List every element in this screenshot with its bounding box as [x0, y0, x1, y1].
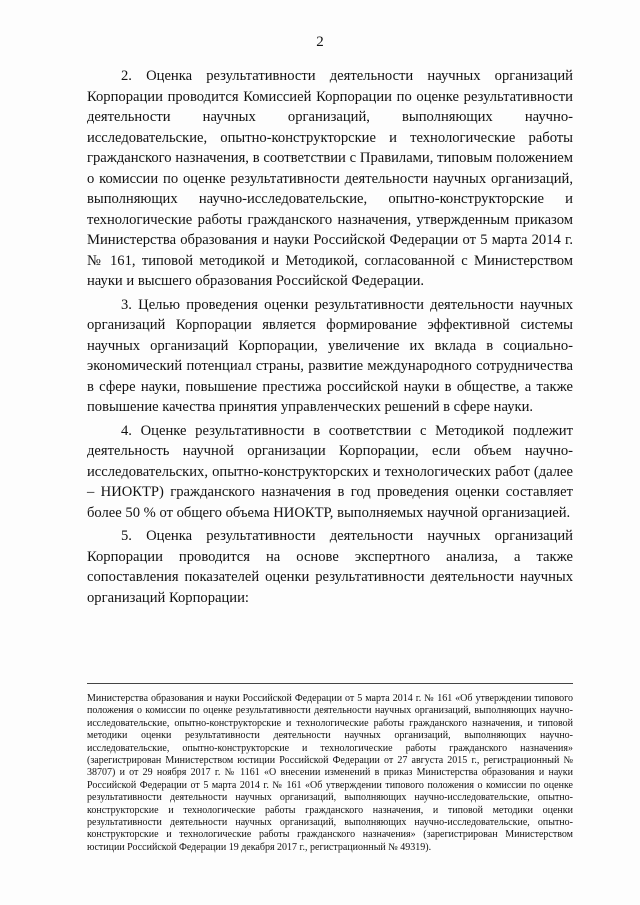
paragraph-3: 3. Целью проведения оценки результативности деятельности научных организаций Корпорации является формирование эффективной системы научных организаций Корпорации, увеличение их вклада в социально-экономический потенциал страны, развитие международного сотрудничества в сфере науки, повышение престижа российской науки в обществе, а также повышение качества принятия управленческих решений в сфере науки.: [87, 296, 573, 415]
footnote-separator: [87, 683, 573, 684]
paragraph-5: 5. Оценка результативности деятельности научных организаций Корпорации проводится на основе экспертного анализа, а также сопоставления показателей оценки результативности деятельности научных организаций Корпорации:: [87, 528, 573, 606]
footnote-text: Министерства образования и науки Российской Федерации от 5 марта 2014 г. № 161 «Об утверждении типового положения о комиссии по оценке результативности деятельности научных организаций, выполняющих научно-исследовательские, опытно-конструкторские и технологические работы гражданского назначения, и типовой методики оценки результативности деятельности научных организаций, выполняющих научно-исследовательские, опытно-конструкторские и технологические работы гражданского назначения» (зарегистрирован Министерством юстиции Российской Федерации от 27 августа 2015 г., регистрационный № 38707) и от 29 ноября 2017 г. № 1161 «О внесении изменений в приказ Министерства образования и науки Российской Федерации от 5 марта 2014 г. № 161 «Об утверждении типового положения о комиссии по оценке результативности деятельности научных организаций, выполняющих научно-исследовательские, опытно-конструкторские и технологические работы гражданского назначения, и типовой методики оценки результативности деятельности научных организаций, выполняющих научно-исследовательские, опытно-конструкторские и технологические работы гражданского назначения» (зарегистрирован Министерством юстиции Российской Федерации 19 декабря 2017 г., регистрационный № 49319).: [87, 693, 573, 853]
paragraph-2: 2. Оценка результативности деятельности научных организаций Корпорации проводится Комиссией Корпорации по оценке результативности деятельности научных организаций, выполняющих научно-исследовательские, опытно-конструкторские и технологические работы гражданского назначения, в соответствии с Правилами, типовым положением о комиссии по оценке результативности деятельности научных организаций, выполняющих научно-исследовательские, опытно-конструкторские и технологические работы гражданского назначения, утвержденным приказом Министерства образования и науки Российской Федерации от 5 марта 2014 г. № 161, типовой методикой и Методикой, согласованной с Министерством науки и высшего образования Российской Федерации.: [87, 68, 573, 289]
page-number: 2: [316, 34, 324, 50]
paragraph-4: 4. Оценке результативности в соответствии с Методикой подлежит деятельность научной организации Корпорации, если объем научно-исследовательских, опытно-конструкторских и технологических работ (далее – НИОКТР) гражданского назначения в год проведения оценки составляет более 50 % от общего объема НИОКТР, выполняемых научной организацией.: [87, 422, 573, 521]
body-text: [87, 66, 573, 611]
